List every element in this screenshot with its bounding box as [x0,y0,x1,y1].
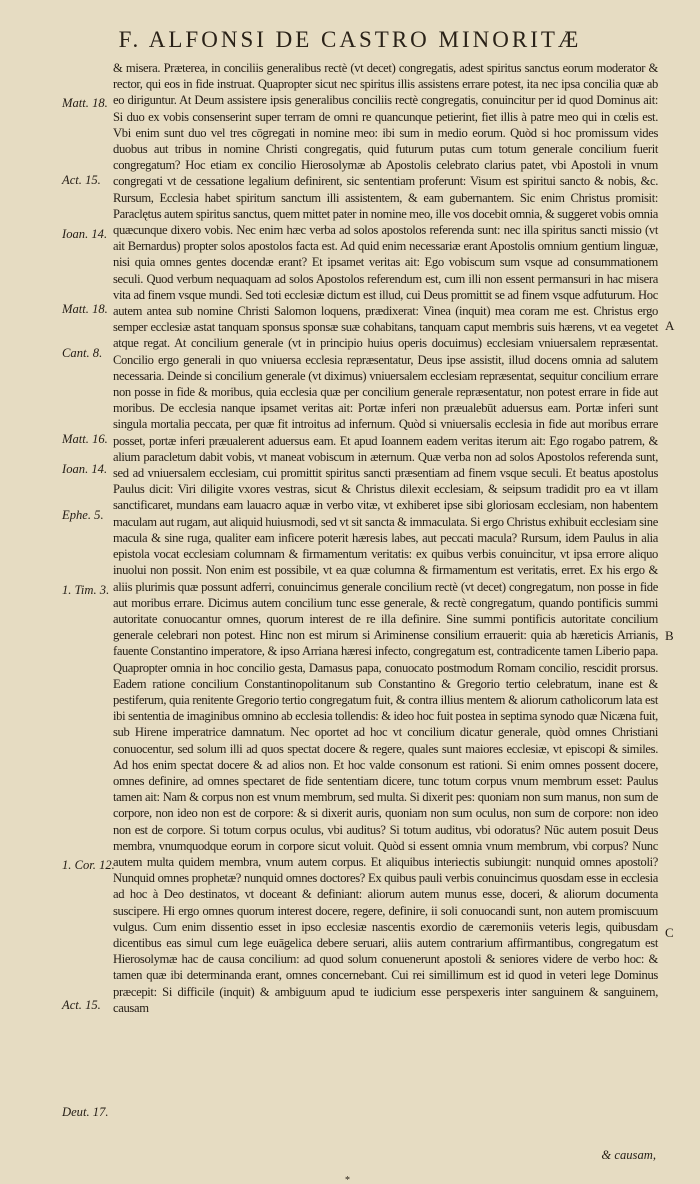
margin-note: Deut. 17. [62,1105,109,1119]
margin-note: Matt. 18. [62,96,108,110]
signature-mark: * [345,1175,350,1184]
margin-note: Cant. 8. [62,346,103,360]
catchword: & causam, [601,1148,656,1162]
margin-note: Act. 15. [62,998,101,1012]
margin-note: Ioan. 14. [62,462,108,476]
margin-note: Act. 15. [62,173,101,187]
margin-note: 1. Cor. 12. [62,858,115,872]
body-paragraph: & misera. Præterea, in conciliis generalibus rectè (vt decet) congregatis, adest spiritus sanctus eorum moderator & rector, qui eos in fide instruat. Quapropter sicut nec spiritus illis assistens errare potest, ita nec ipsa concilia quæ ab eo diriguntur. At Deum assistere ipsis generalibus conciliis rectè congregatis, conuincitur per id quod Dominus ait: Si duo ex vobis consenserint super terram de omni re quancunque petierint, fiet illis à patre meo qui in cœlis est. Vbi enim sunt duo vel tres cōgregati in nomine meo: ibi sum in medio eorum. Quòd si hoc promissum vides duobus aut tribus in nomine Christi congregatis, quid futurum putas cum totum generale concilium fuerit congregatum? Hoc etiam ex concilio Hierosolymæ ab Apostolis celebrato clarius patet, vbi Apostoli in vnum congregati vt de cessatione legalium definirent, sic sententiam proferunt: Visum est spiritui sancto & nobis, &c. Rursum, Ecclesia habet spiritum sanctum illi assistentem, & eam gubernantem. Sic enim Christus promisit: Paraclętus autem spiritus sanctus, quem mittet pater in nomine meo, ille vos docebit omnia, & suggeret vobis omnia quæcunque dixero vobis. Nec enim hæc verba ad solos apostolos referenda sunt: nec illa spiritus sancti missio (vt ait Bernardus) propter solos apostolos facta est. Ad quid enim necessariæ erant Apostolis omnium gentium linguæ, nisi quia omnes gentes docendæ erant? Et ipsamet veritas ait: Ego vobiscum sum vsque ad consummationem seculi. Quod verbum nequaquam ad solos Apostolos referendum est, cum illi non essent permansuri in hac misera vita ad finem vsque mundi. Sed toti ecclesiæ dictum est illud, cui Deus promittit se ad finem vsque adfuturum. Hoc autem antea sub nomine Christi Salomon loquens, prædixerat: Vinea (inquit) mea coram me est. Christus ergo semper ecclesiæ astat tanquam sponsus sponsæ suæ cohabitans, tanquam caput membris suis hærens, vt ea vegetet atque regat. At concilium generale (vt in principio huius operis docuimus) ecclesiam vniuersalem repræsentat. Concilio ergo generali in quo vniuersa ecclesia repræsentatur, Deus ipse assistit, illud docens omnia ad salutem necessaria. Deinde si concilium generale (vt diximus) vniuersalem ecclesiam repræsentat, sequitur concilium errare non posse in fide & moribus, quia ecclesia quæ per concilium generale repræsentatur, non potest errare in fide aut moribus. De ecclesia nanque ipsamet veritas ait: Portæ inferi non præualebūt aduersus eam. Portæ inferi sunt singula mortalia peccata, per quæ fit introitus ad infernum. Quòd si vniuersalis ecclesia in fide aut moribus errare posset, portæ inferi præualerent aduersus eam. Et apud Ioannem eadem veritas iterum ait: Ego rogabo patrem, & alium paracletum dabit vobis, vt maneat vobiscum in æternum. Quæ verba non ad solos Apostolos referenda sunt, sed ad vniuersalem ecclesiam, cui promittit spiritus sancti præsentiam ad finem vsque seculi. Et beatus apostolus Paulus dicit: Viri diligite vxores vestras, sicut & Christus dilexit ecclesiam, & seipsum tradidit pro ea vt illam sanctificaret, mundans eam lauacro aquæ in verbo vitæ, vt exhiberet ipse sibi gloriosam ecclesiam, non habentem maculam aut rugam, aut aliquid huiusmodi, sed vt sit sancta & immaculata. Si ergo Christus exhibuit ecclesiam sine macula & sine ruga, qualiter eam inficere poterit hæresis labes, aut peccati macula? Rursum, idem Paulus in alia epistola vocat ecclesiam columnam & firmamentum veritatis: ex quibus verbis conuincitur, vt ipsa errore aliquo inuolui non possit. Non enim est possibile, vt ea quæ columna & firmamentum est veritatis, erret. Ex his ergo & aliis plurimis quæ possunt adferri, conuincimus generale concilium rectè (vt decet) congregatum, non posse in fide aut moribus errare. Dicimus autem concilium tunc esse generale, & rectè congregatum, quando pontificis summi autoritate conuocantur omnes, quorum interest de re illa definire. Sine summi pontificis autoritate concilium generale celebrari non potest. Hinc non est mirum si Ariminense consilium errauerit: quia ab hæreticis Arrianis, fauente Constantino imperatore, & ipso Arriana hæresi infecto, congregatum est, contradicente tamen Liberio papa. Quapropter omnia in hoc concilio gesta, Damasus papa, conuocato postmodum Romam concilio, rescidit prorsus. Eadem ratione concilium Constantinopolitanum sub Constantino & Gregorio tertio celebratum, inane est & pestiferum, quia renitente Gregorio tertio congregatum fuit, & contra illius mentem & aliorum catholicorum lata est ibi sententia de imaginibus omnino ab ecclesia tollendis: & ideo hoc fuit postea in septima synodo quæ Nicæna fuit, sub Hirene imperatrice damnatum. Nec oportet ad hoc vt concilium dicatur generale, quòd omnes Christiani conuocentur, sed solum illi ad quos spectat docere & regere, quales sunt maiores ecclesiæ, vt episcopi & similes. Ad hos enim spectat docere & ad alios non. Et hoc valde consonum est rationi. Si enim omnes possent docere, omnes definire, ad omnes spectaret de fide sententiam dicere, tunc totum corpus vnum membrum esset: Paulus tamen ait: Nam & corpus non est vnum membrum, sed multa. Si dixerit pes: quoniam non sum manus, non sum de corpore, non ideo non est de corpore: & si dixerit auris, quoniam non sum oculus, non sum de corpore: non ideo non est de corpore. Si totum corpus oculus, vbi auditus? Si totum auditus, vbi odoratus? Nūc autem posuit Deus membra, vnumquodque eorum in corpore sicut voluit. Quòd si essent omnia vnum membrum, vbi corpus? Nunc autem multa quidem membra, vnum autem corpus. Et aliquibus interiectis subiungit: nunquid omnes apostoli? Nunquid omnes prophetæ? nunquid omnes doctores? Ex quibus pauli verbis conuincimus quosdam esse in ecclesia ad hoc à Deo destinatos, vt doceant & definiant: aliorum autem munus esse, doceri, & aliorum documenta suscipere. Hi ergo omnes quorum interest docere, regere, definire, ii soli conuocandi sunt, non autem promiscuum vulgus. Cum enim dissentio esset in ipso ecclesiæ nascentis exordio de cæremoniis veteris legis, quibusdam dicentibus eas simul cum lege euāgelica debere seruari, aliis autem contrarium affirmantibus, congregatum est Hierosolymæ hac de causa concilium: ad quod solum conuenerunt apostoli & seniores videre de verbo hoc: & tamen quæ ibi determinanda erant, omnes concernebant. Cui rei simillimum est id quod in veteri lege Dominus præcepit: Si difficile (inquit) & ambiguum apud te iudicium esse perspexeris inter sanguinem & sanguinem, causam [113,61,658,1015]
section-letter: A [665,318,675,333]
section-letter: C [665,925,674,940]
running-header: F. ALFONSI DE CASTRO MINORITÆ [118,27,582,52]
margin-note: 1. Tim. 3. [62,583,110,597]
margin-note: Ephe. 5. [62,508,104,522]
margin-note: Ioan. 14. [62,227,108,241]
margin-note: Matt. 16. [62,432,108,446]
section-letter: B [665,628,674,643]
main-text [113,60,658,1016]
margin-note: Matt. 18. [62,302,108,316]
